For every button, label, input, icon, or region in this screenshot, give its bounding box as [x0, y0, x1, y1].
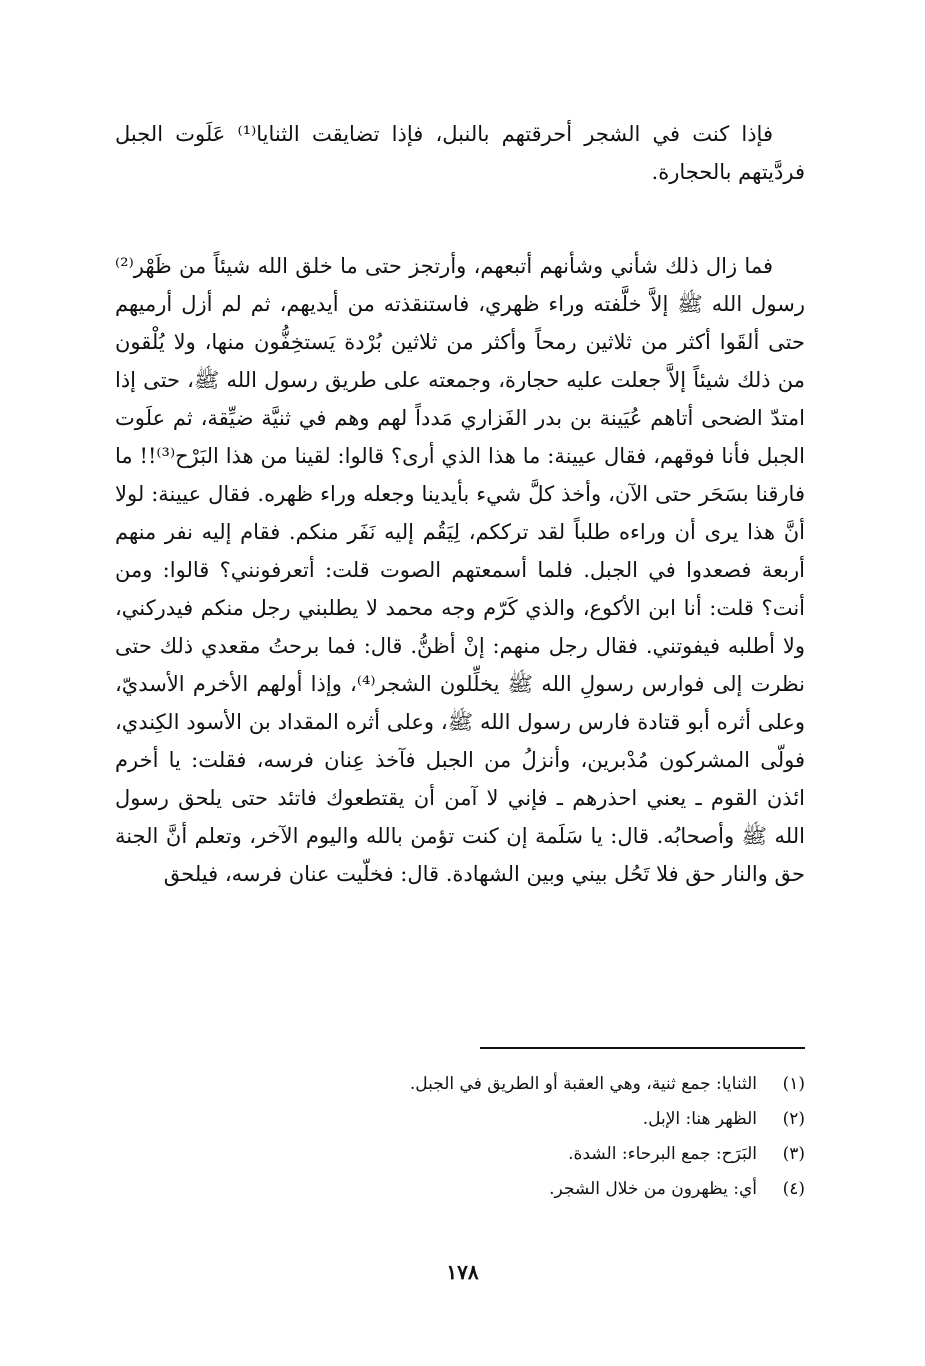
footnote-text: الثنايا: جمع ثنية، وهي العقبة أو الطريق في الجبل.	[409, 1074, 757, 1094]
footnote-number: (٣)	[782, 1144, 805, 1164]
footnote-text: أي: يظهرون من خلال الشجر.	[549, 1179, 757, 1199]
page-number: ١٧٨	[446, 1260, 479, 1284]
main-text-block-1	[115, 115, 805, 191]
footnote-text: البَرَح: جمع البرحاء: الشدة.	[568, 1144, 757, 1164]
footnotes-list	[115, 1071, 805, 1211]
footnote-item	[115, 1071, 805, 1097]
footnote-number: (٢)	[782, 1109, 805, 1129]
footnote-item	[115, 1176, 805, 1202]
footnote-separator-line	[480, 1047, 805, 1049]
paragraph	[115, 115, 805, 191]
paragraph-indent	[773, 254, 805, 278]
footnote-item	[115, 1106, 805, 1132]
footnote-item	[115, 1141, 805, 1167]
paragraph-text: فما زال ذلك شأني وشأنهم أتبعهم، وأرتجز حتى ما خلق الله شيئاً من ظَهْر⁽²⁾ رسول الله ﷺ إلاَّ خلَّفته وراء ظهري، فاستنقذته من أيديهم، ثم لم أزل أرميهم حتى ألقَوا أكثر من ثلاثين رمحاً وأكثر من ثلاثين بُرْدة يَستخِفُّون منها، ولا يُلْقون من ذلك شيئاً إلاَّ جعلت عليه حجارة، وجمعته على طريق رسول الله ﷺ، حتى إذا امتدّ الضحى أتاهم عُيَينة بن بدر الفَزاري مَدداً لهم وهم في ثنيَّة ضيِّقة، ثم علَوت الجبل فأنا فوقهم، فقال عيينة: ما هذا الذي أرى؟ قالوا: لقينا من هذا البَرْح⁽³⁾!! ما فارقنا بسَحَر حتى الآن، وأخذ كلَّ شيء بأيدينا وجعله وراء ظهره. فقال عيينة: لولا أنَّ هذا يرى أن وراءه طلباً لقد ترككم، لِيَقُم إليه نَفَر منكم. فقام إليه نفر منهم أربعة فصعدوا في الجبل. فلما أسمعتهم الصوت قلت: أتعرفونني؟ قالوا: ومن أنت؟ قلت: أنا ابن الأكوع، والذي كَرّم وجه محمد لا يطلبني رجل منكم فيدركني، ولا أطلبه فيفوتني. فقال رجل منهم: إنْ أظنُّ. قال: فما برحتُ مقعدي ذلك حتى نظرت إلى فوارس رسولِ الله ﷺ يخلِّلون الشجر⁽⁴⁾، وإذا أولهم الأخرم الأسديّ، وعلى أثره أبو قتادة فارس رسول الله ﷺ، وعلى أثره المقداد بن الأسود الكِندي، فولّى المشركون مُدْبرين، وأنزلُ من الجبل فآخذ عِنان فرسه، فقلت: يا أخرم ائذن القوم ـ يعني احذرهم ـ فإني لا آمن أن يقتطعوك فاتئد حتى يلحق رسول الله ﷺ وأصحابُه. قال: يا سَلَمة إن كنت تؤمن بالله واليوم الآخر، وتعلم أنَّ الجنة حق والنار حق فلا تَحُل بيني وبين الشهادة. قال: فخلّيت عنان فرسه، فيلحق	[115, 254, 806, 886]
main-text-block-2	[115, 247, 805, 893]
paragraph-indent	[773, 122, 805, 146]
footnote-number: (١)	[782, 1074, 805, 1094]
footnote-text: الظهر هنا: الإبل.	[642, 1109, 757, 1129]
paragraph	[115, 247, 805, 893]
paragraph-text: فإذا كنت في الشجر أحرقتهم بالنبل، فإذا تضايقت الثنايا⁽¹⁾ عَلَوت الجبل فردَّيتهم بالحجارة.	[115, 122, 805, 184]
footnote-number: (٤)	[782, 1179, 805, 1199]
